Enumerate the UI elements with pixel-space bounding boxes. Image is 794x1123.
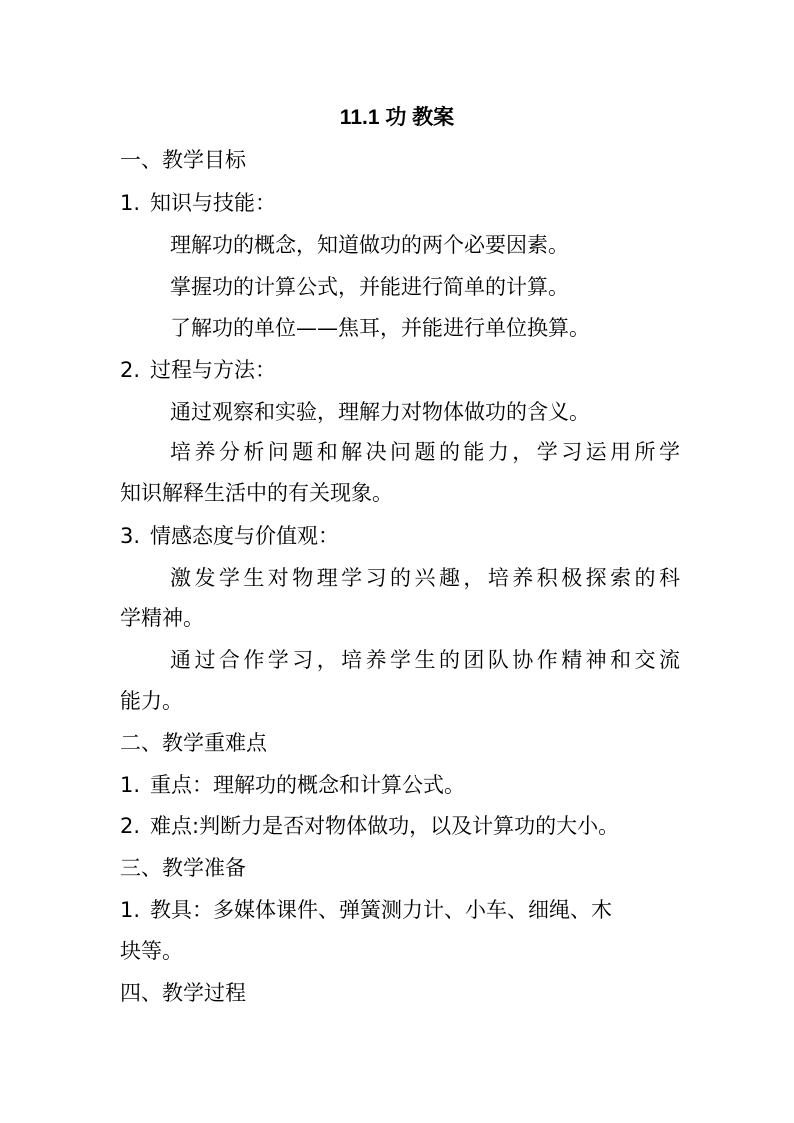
section-heading-key-points: 二、教学重难点 xyxy=(120,731,267,755)
list-item-knowledge-skills xyxy=(120,189,680,217)
document-title: 11.1 功 教案 xyxy=(339,106,455,129)
list-item-difficult-point xyxy=(120,812,680,840)
paragraph-line: 能力。 xyxy=(120,689,183,713)
item-label: 情感态度与价值观： xyxy=(150,524,339,548)
paragraph-line: 块等。 xyxy=(120,939,183,963)
paragraph-line: 学精神。 xyxy=(120,606,204,630)
section-heading-process: 四、教学过程 xyxy=(120,981,246,1005)
list-item-attitudes-values xyxy=(120,522,680,550)
item-number: 2. xyxy=(120,358,141,382)
item-number: 2. xyxy=(120,814,141,838)
paragraph-line: 知识解释生活中的有关现象。 xyxy=(120,481,393,505)
item-text: 难点:判断力是否对物体做功，以及计算功的大小。 xyxy=(150,814,620,838)
item-label: 过程与方法： xyxy=(150,358,276,382)
paragraph-line: 激发学生对物理学习的兴趣，培养积极探索的科 xyxy=(170,566,680,590)
paragraph-line: 通过合作学习，培养学生的团队协作精神和交流 xyxy=(170,648,680,672)
paragraph-line: 理解功的概念，知道做功的两个必要因素。 xyxy=(170,233,569,257)
paragraph-line: 掌握功的计算公式，并能进行简单的计算。 xyxy=(170,275,569,299)
item-number: 1. xyxy=(120,773,141,797)
item-number: 3. xyxy=(120,524,141,548)
item-number: 1. xyxy=(120,191,141,215)
item-label: 知识与技能： xyxy=(150,191,276,215)
item-text: 教具：多媒体课件、弹簧测力计、小车、细绳、木 xyxy=(150,898,612,922)
list-item-key-point xyxy=(120,771,680,799)
item-text: 重点：理解功的概念和计算公式。 xyxy=(150,773,465,797)
section-heading-preparation: 三、教学准备 xyxy=(120,856,246,880)
paragraph-line: 通过观察和实验，理解力对物体做功的含义。 xyxy=(170,400,590,424)
section-heading-objectives: 一、教学目标 xyxy=(120,148,246,172)
list-item-teaching-aids xyxy=(120,896,680,924)
item-number: 1. xyxy=(120,898,141,922)
list-item-process-methods xyxy=(120,356,680,384)
paragraph-line: 了解功的单位——焦耳，并能进行单位换算。 xyxy=(170,316,590,340)
paragraph-line: 培养分析问题和解决问题的能力，学习运用所学 xyxy=(170,440,680,464)
